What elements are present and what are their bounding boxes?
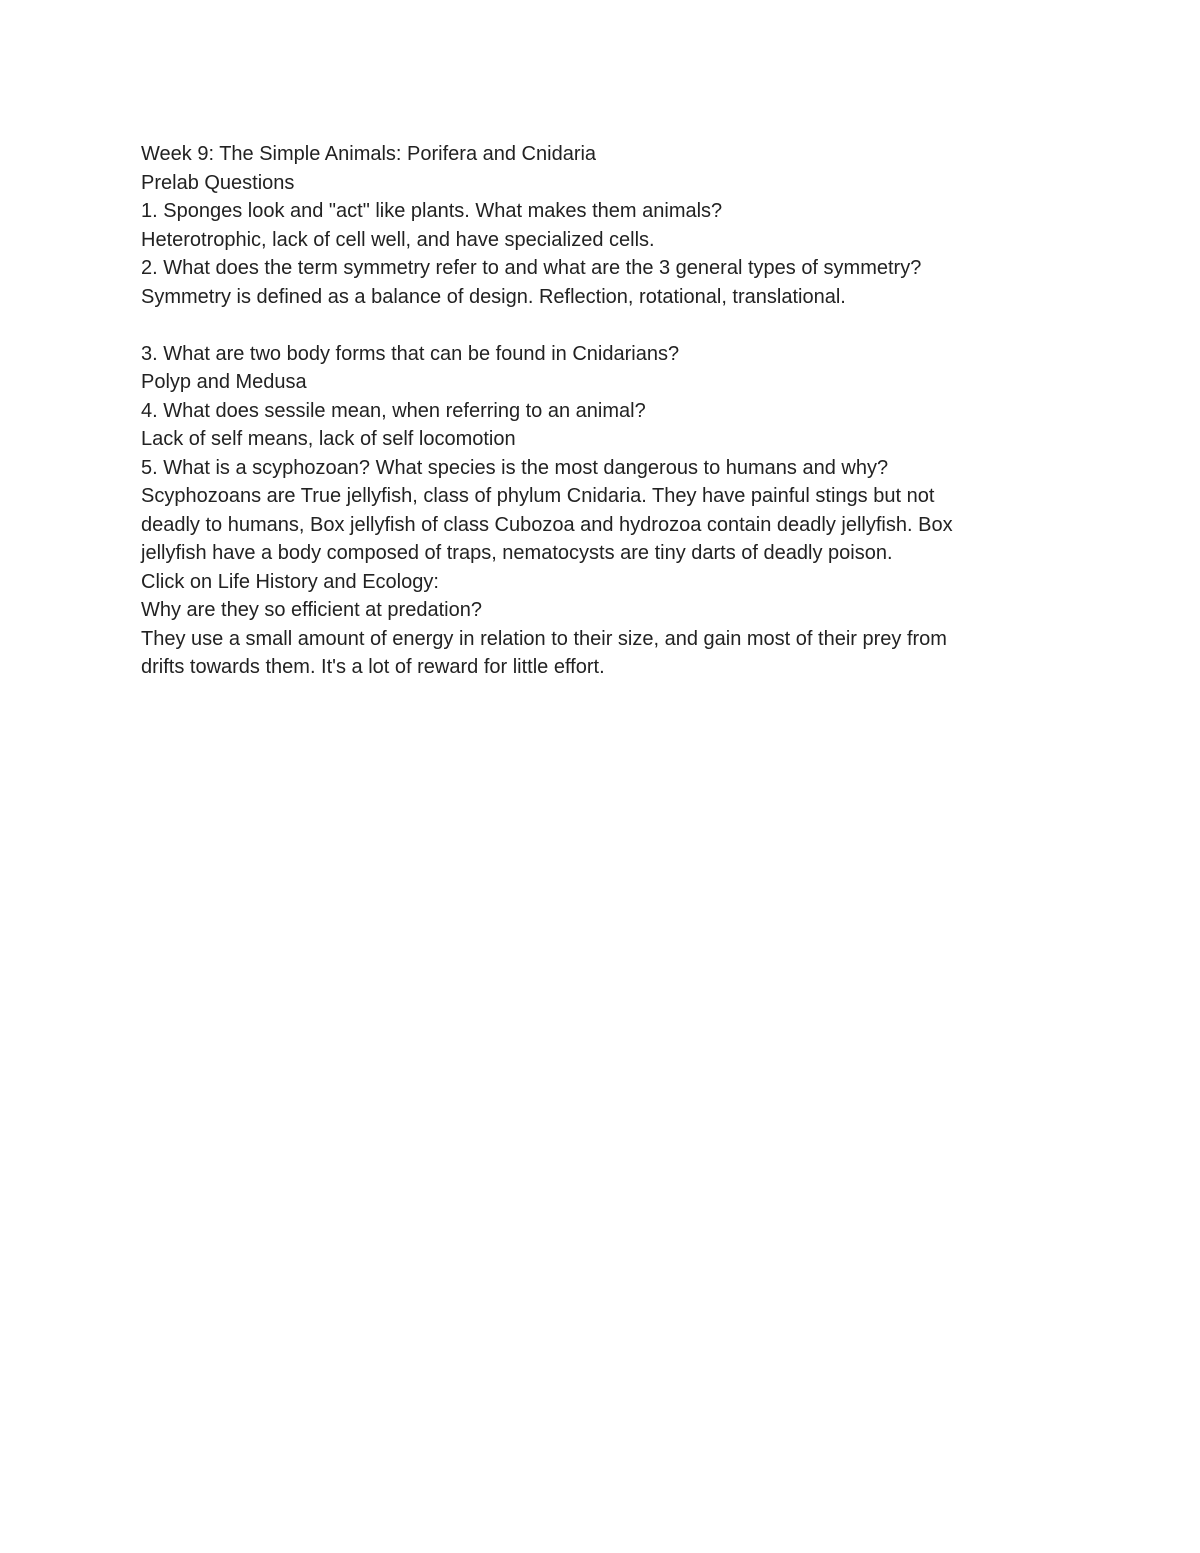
question-6: Why are they so efficient at predation? [141,599,482,621]
question-3: 3. What are two body forms that can be found in Cnidarians? [141,342,680,365]
question-2: 2. What does the term symmetry refer to and what are the 3 general types of symmetry? [141,257,922,279]
answer-6-line-2: drifts towards them. It's a lot of reward for little effort. [141,656,605,678]
instruction-line: Click on Life History and Ecology: [141,570,439,593]
blank-line [141,311,1041,340]
answer-3: Polyp and Medusa [141,371,307,393]
answer-1: Heterotrophic, lack of cell well, and have specialized cells. [141,228,655,251]
question-1: 1. Sponges look and "act" like plants. What makes them animals? [141,200,723,222]
document-body [141,140,1041,682]
answer-6-line-1: They use a small amount of energy in relation to their size, and gain most of their prey from [141,627,947,650]
answer-4: Lack of self means, lack of self locomotion [141,428,516,450]
question-5: 5. What is a scyphozoan? What species is the most dangerous to humans and why? [141,456,889,479]
document-title: Week 9: The Simple Animals: Porifera and Cnidaria [141,143,597,165]
section-heading: Prelab Questions [141,171,295,194]
answer-5-line-3: jellyfish have a body composed of traps, nematocysts are tiny darts of deadly poison. [141,542,893,564]
answer-5-line-1: Scyphozoans are True jellyfish, class of phylum Cnidaria. They have painful stings but not [141,485,935,507]
answer-5-line-2: deadly to humans, Box jellyfish of class Cubozoa and hydrozoa contain deadly jellyfish. Box [141,513,953,536]
question-4: 4. What does sessile mean, when referring to an animal? [141,399,646,422]
answer-2: Symmetry is defined as a balance of design. Reflection, rotational, translational. [141,285,846,308]
